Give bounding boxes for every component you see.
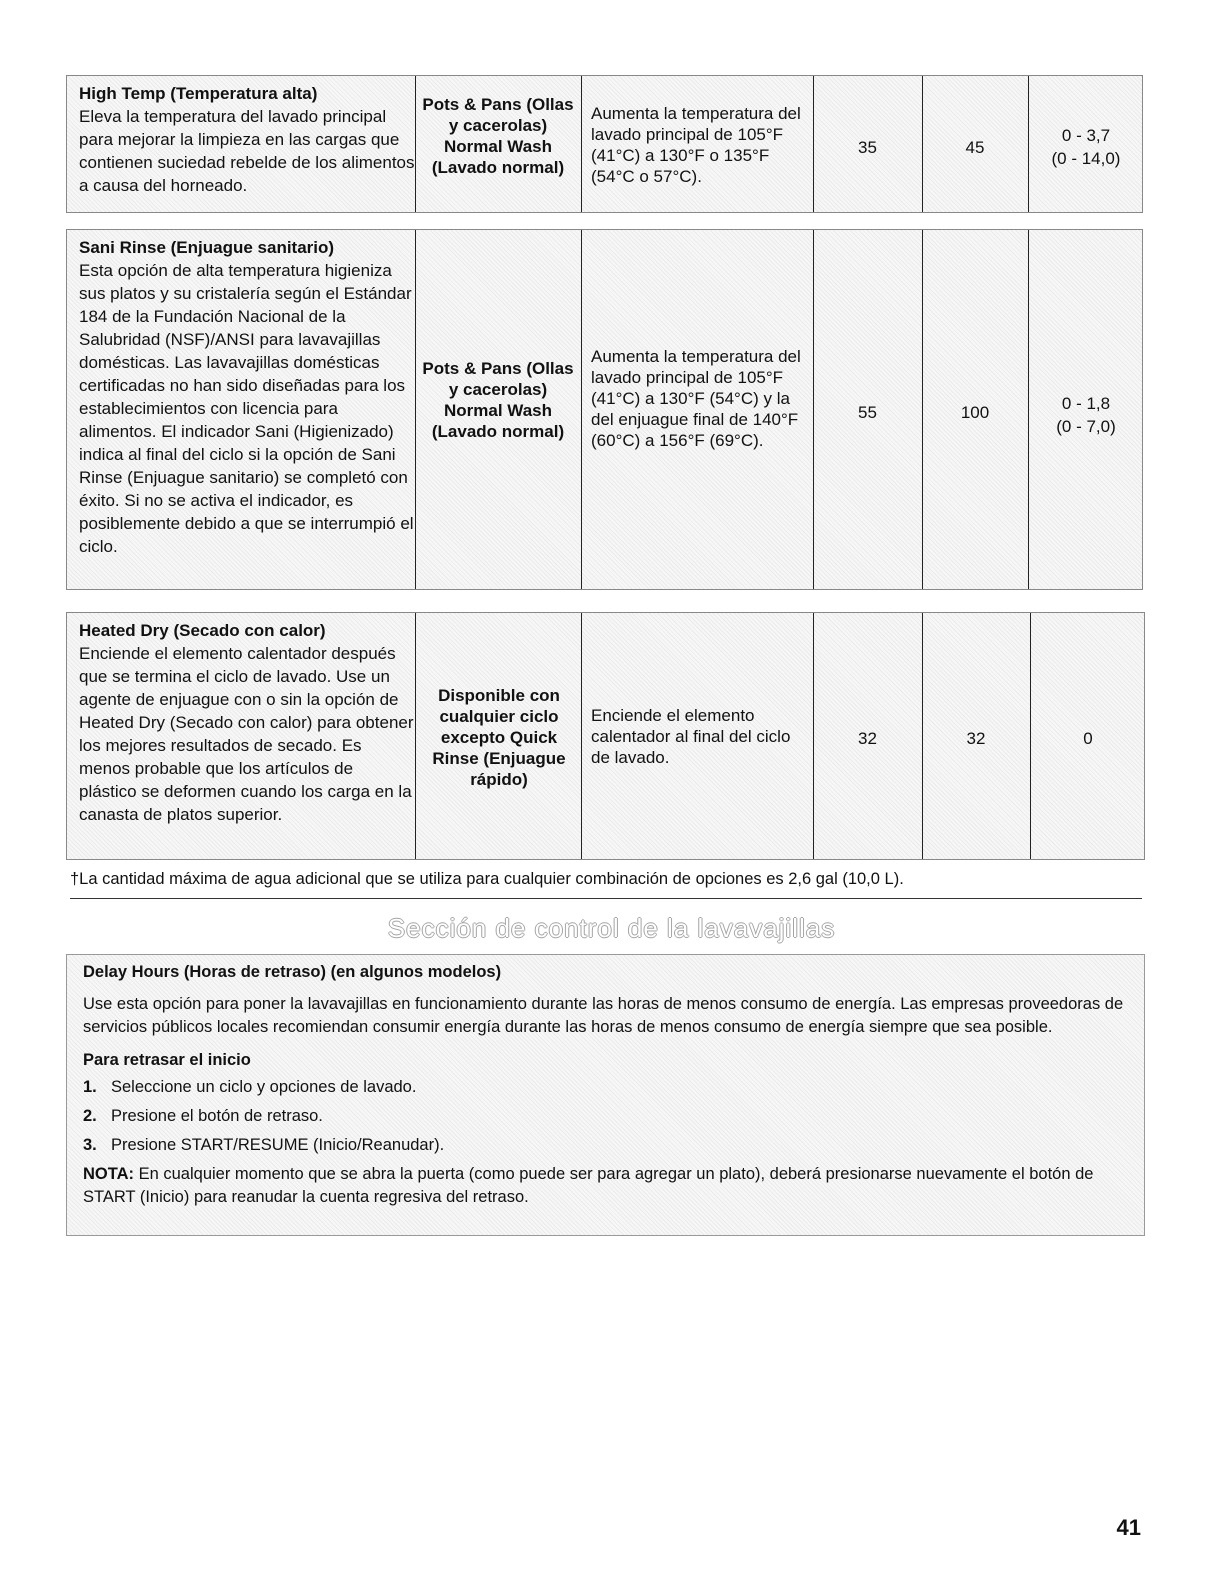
step-number: 1. [83,1078,97,1096]
option-effect: Aumenta la temperatura del lavado principal de 105°F (41°C) a 130°F o 135°F (54°C o 57°C). [591,104,801,186]
list-item [83,1134,1133,1163]
step-text: Seleccione un ciclo y opciones de lavado. [111,1078,417,1096]
delay-note [83,1163,1133,1209]
option-value-1: 55 [858,403,877,422]
option-value-2: 32 [966,729,986,748]
option-title: Sani Rinse (Enjuague sanitario) [79,238,335,257]
options-table-row-high-temp [66,75,1143,213]
delay-subtitle: Para retrasar el inicio [83,1051,251,1069]
page-number: 41 [1116,1515,1141,1540]
option-value-2: 100 [960,403,990,422]
section-title: Sección de control de la lavavajillas [387,913,836,943]
option-cycles: Pots & Pans (Ollas y cacerolas) Normal Wash (Lavado normal) [422,359,574,441]
option-description [79,82,415,197]
divider [70,898,1142,899]
step-list [83,1076,1133,1163]
option-cycles: Pots & Pans (Ollas y cacerolas) Normal Wash (Lavado normal) [422,95,574,177]
list-item [83,1076,1133,1105]
option-cycles: Disponible con cualquier ciclo excepto Quick Rinse (Enjuague rápido) [432,686,566,789]
list-item [83,1105,1133,1134]
step-text: Presione el botón de retraso. [111,1107,323,1125]
option-description [79,236,415,558]
option-value-1: 32 [858,729,877,748]
option-value-2: 45 [965,138,985,157]
option-description [79,619,415,826]
option-water [1030,729,1146,749]
option-effect: Enciende el elemento calentador al final del ciclo de lavado. [591,706,791,767]
delay-body: Use esta opción para poner la lavavajillas en funcionamiento durante las horas de menos consumo de energía. Las empresas proveedoras de servicios públicos locales recomiendan consumir energía durante las horas de menos consumo de energía siempre que sea posible. [83,995,1124,1036]
water-range: 0 - 1,8 [1061,394,1111,413]
option-text: Enciende el elemento calentador después que se termina el ciclo de lavado. Use un agente de enjuague con o sin la opción de Heated Dry (Secado con calor) para obtener los mejores resultados de secado. Es menos probable que los artículos de plástico se deformen cuando los carga en la canasta de platos superior. [79,644,414,824]
water-range: 0 [1083,729,1093,748]
delay-title: Delay Hours (Horas de retraso) (en algunos modelos) [83,963,502,981]
option-title: Heated Dry (Secado con calor) [79,621,326,640]
note-text: En cualquier momento que se abra la puerta (como puede ser para agregar un plato), deberá presionarse nuevamente el botón de START (Inicio) para reanudar la cuenta regresiva del retraso. [83,1165,1094,1206]
option-text: Eleva la temperatura del lavado principal para mejorar la limpieza en las cargas que contienen suciedad rebelde de los alimentos a causa del horneado. [79,107,415,195]
option-value-1: 35 [858,138,877,157]
option-water [1028,392,1144,438]
delay-hours-box [66,954,1145,1236]
note-label: NOTA: [83,1165,135,1183]
options-table-row-heated-dry [66,612,1145,860]
step-number: 2. [83,1107,97,1125]
step-number: 3. [83,1136,97,1154]
water-range: 0 - 3,7 [1061,126,1111,145]
option-effect: Aumenta la temperatura del lavado principal de 105°F (41°C) a 130°F (54°C) y la del enjuague final de 140°F (60°C) a 156°F (69°C). [591,347,801,450]
options-table-row-sani-rinse [66,229,1143,590]
water-range-liters: (0 - 7,0) [1056,417,1116,436]
water-range-liters: (0 - 14,0) [1051,149,1121,168]
step-text: Presione START/RESUME (Inicio/Reanudar). [111,1136,445,1154]
option-text: Esta opción de alta temperatura higieniza sus platos y su cristalería según el Estándar 184 de la Fundación Nacional de la Salubridad (NSF)/ANSI para lavavajillas domésticas. Las lavavajillas domésticas certificadas no han sido diseñadas para los establecimientos con licencia para alimentos. El indicador Sani (Higienizado) indica al final del ciclo si la opción de Sani Rinse (Enjuague sanitario) se completó con éxito. Si no se activa el indicador, es posiblemente debido a que se interrumpió el ciclo. [79,261,414,556]
option-water [1028,124,1144,170]
option-title: High Temp (Temperatura alta) [79,84,318,103]
footnote: †La cantidad máxima de agua adicional que se utiliza para cualquier combinación de opciones es 2,6 gal (10,0 L). [70,870,904,888]
